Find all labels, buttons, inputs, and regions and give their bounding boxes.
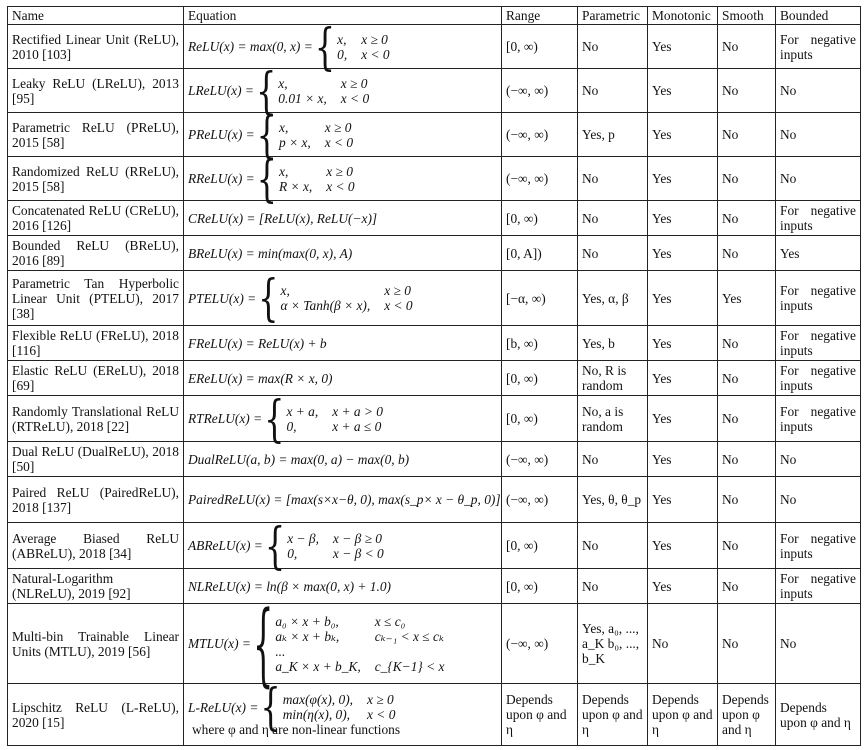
equation-lhs: L-ReLU(x) = [188,699,259,715]
cell-monotonic: Yes [648,69,718,113]
table-row [8,69,861,113]
cell-name: Dual ReLU (DualReLU), 2018 [50] [8,442,184,477]
case-brace: { [256,149,278,208]
equation [188,371,497,386]
cell-bounded: No [776,157,861,201]
case-brace: { [264,516,286,575]
cell-smooth: No [718,69,776,113]
cell-monotonic: No [648,604,718,684]
cell-parametric: Depends upon φ and η [578,684,648,746]
table-row [8,523,861,569]
case-expression: x − β, [287,530,319,546]
cell-equation [184,590,502,697]
table-row [8,113,861,157]
case-expression: x, [337,31,347,47]
equation [188,336,497,351]
header-range: Range [502,7,578,25]
header-row [8,7,861,25]
cell-monotonic: Yes [648,442,718,477]
case-expression: x, [279,119,289,135]
cases [279,120,353,150]
case-expression: aₖ × x + bₖ, [275,628,340,644]
cell-equation [184,61,502,120]
case-condition: cₖ₋₁ < x ≤ cₖ [374,628,444,644]
cell-parametric: No [578,157,648,201]
equation-lhs: NLReLU(x) = ln(β × max(0, x) + 1.0) [188,578,391,594]
cell-smooth: No [718,201,776,236]
cell-name: Paired ReLU (PairedReLU), 2018 [137] [8,477,184,523]
cell-bounded: No [776,69,861,113]
cell-equation [184,149,502,208]
cell-range: (−∞, ∞) [502,157,578,201]
case-expression: 0.01 × x, [278,90,327,106]
case-brace: { [252,590,274,697]
cell-smooth: No [718,326,776,361]
cell-bounded: No [776,113,861,157]
cell-smooth: No [718,361,776,396]
cell-bounded: For negative inputs [776,326,861,361]
case-condition: x − β ≥ 0 [332,530,383,546]
table-row [8,442,861,477]
cell-bounded: For negative inputs [776,361,861,396]
cell-range: [−α, ∞) [502,271,578,326]
cell-equation [184,236,502,271]
cell-bounded: No [776,442,861,477]
cell-monotonic: Yes [648,236,718,271]
equation [188,105,497,164]
case-brace: { [314,17,336,76]
cell-smooth: No [718,569,776,604]
cell-range: (−∞, ∞) [502,442,578,477]
cell-smooth: No [718,442,776,477]
cell-equation [184,201,502,236]
case-expression: 0, [287,545,298,561]
table-row [8,25,861,69]
equation [188,590,497,697]
cell-name: Lipschitz ReLU (L-ReLU), 2020 [15] [8,684,184,746]
equation [188,17,497,76]
cell-bounded: For negative inputs [776,25,861,69]
case-condition: c_{K−1} < x [374,658,445,674]
cell-equation [184,105,502,164]
cases [337,32,389,62]
case-condition: x − β < 0 [332,545,384,561]
cell-name: Concatenated ReLU (CReLU), 2016 [126] [8,201,184,236]
cell-range: [b, ∞) [502,326,578,361]
case-condition: x ≤ c₀ [374,613,406,629]
cell-monotonic: Yes [648,113,718,157]
cell-parametric: No [578,25,648,69]
case-expression: 0, [286,418,297,434]
equation-lhs: PairedReLU(x) = [max(s×x−θ, 0), max(s_p× x − θ_p, 0)] [188,492,501,507]
case-condition: x < 0 [324,134,354,150]
equation [188,492,501,507]
case-expression: x, [279,163,289,179]
case-condition [375,644,445,659]
cell-name: Natural-Logarithm (NLReLU), 2019 [92] [8,569,184,604]
cell-range: (−∞, ∞) [502,604,578,684]
case-expression: x + a, [286,403,319,419]
case-expression: x, [278,75,288,91]
case-expression: a₀ × x + b₀, [275,613,339,629]
cell-bounded: For negative inputs [776,396,861,442]
cell-monotonic: Yes [648,25,718,69]
equation [188,211,497,226]
cell-monotonic: Yes [648,201,718,236]
cell-monotonic: Yes [648,477,718,523]
cell-name: Randomly Translational ReLU (RTReLU), 2018 [22] [8,396,184,442]
cell-bounded: Depends upon φ and η [776,684,861,746]
cell-smooth: No [718,113,776,157]
table-row [8,396,861,442]
cell-name: Elastic ReLU (EReLU), 2018 [69] [8,361,184,396]
equation [188,389,497,448]
equation [188,61,497,120]
cell-equation [184,569,502,604]
equation [188,516,497,575]
cell-range: [0, A]) [502,236,578,271]
cell-bounded: For negative inputs [776,569,861,604]
cell-parametric: Yes, θ, θ_p [578,477,648,523]
case-expression: x, [280,283,290,298]
cell-parametric: No [578,201,648,236]
case-condition: x ≥ 0 [326,163,353,179]
cell-monotonic: Depends upon φ and η [648,684,718,746]
cases [279,164,355,194]
cell-range: (−∞, ∞) [502,477,578,523]
cell-parametric: No [578,69,648,113]
equation-lhs: RReLU(x) = [188,171,255,186]
equation [188,268,497,328]
equation-lhs: DualReLU(a, b) = max(0, a) − max(0, b) [188,451,410,467]
cell-parametric: No, a is random [578,396,648,442]
cell-name: Flexible ReLU (FReLU), 2018 [116] [8,326,184,361]
cell-range: [0, ∞) [502,25,578,69]
cell-range: (−∞, ∞) [502,69,578,113]
cell-range: [0, ∞) [502,361,578,396]
cases [278,76,369,106]
cases [283,692,396,722]
case-expression: max(φ(x), 0), [282,692,354,707]
case-brace: { [260,677,281,737]
cell-range: [0, ∞) [502,201,578,236]
cell-monotonic: Yes [648,157,718,201]
cell-monotonic: Yes [648,326,718,361]
cell-monotonic: Yes [648,396,718,442]
table-row [8,201,861,236]
cell-smooth: Depends upon φ and η [718,684,776,746]
cell-bounded: For negative inputs [776,201,861,236]
cell-equation [184,268,502,328]
table-row [8,326,861,361]
equation-lhs: ReLU(x) = max(0, x) = [188,39,313,54]
cell-smooth: No [718,396,776,442]
equation [188,579,497,594]
case-condition: x < 0 [340,90,370,106]
case-brace: { [258,268,279,328]
activation-functions-table [7,6,861,746]
case-condition: x ≥ 0 [361,31,388,47]
equation-lhs: FReLU(x) = ReLU(x) + b [188,335,327,351]
table-row [8,236,861,271]
cell-range: (−∞, ∞) [502,113,578,157]
cell-equation [184,516,502,575]
cell-smooth: No [718,25,776,69]
case-expression: ... [275,643,286,659]
table-row [8,684,861,746]
cell-equation [184,361,502,396]
cell-parametric: No [578,236,648,271]
case-condition: x < 0 [361,46,390,62]
cell-parametric: No, R is random [578,361,648,396]
cell-name: Rectified Linear Unit (ReLU), 2010 [103] [8,25,184,69]
cell-parametric: No [578,442,648,477]
case-condition: x ≥ 0 [384,283,411,298]
table-row [8,604,861,684]
cases [286,404,383,434]
case-condition: x < 0 [367,707,396,722]
header-parametric: Parametric [578,7,648,25]
case-expression: R × x, [279,178,313,194]
cell-name: Leaky ReLU (LReLU), 2013 [95] [8,69,184,113]
case-expression: α × Tanh(β × x), [280,298,371,313]
case-expression: p × x, [279,134,311,150]
cell-name: Multi-bin Trainable Linear Units (MTLU), 2019 [56] [8,604,184,684]
table-row [8,361,861,396]
cell-bounded: For negative inputs [776,523,861,569]
header-name: Name [8,7,184,25]
equation [188,677,497,737]
cell-equation [184,477,502,523]
equation [188,452,497,467]
cell-smooth: No [718,477,776,523]
cell-range: Depends upon φ and η [502,684,578,746]
case-condition: x ≥ 0 [367,692,394,707]
equation [188,246,497,261]
cell-name: Parametric Tan Hyperbolic Linear Unit (PTELU), 2017 [38] [8,271,184,326]
case-condition: x ≥ 0 [324,119,352,135]
cell-parametric: Yes, p [578,113,648,157]
cell-parametric: No [578,569,648,604]
cell-equation [184,17,502,76]
cell-monotonic: Yes [648,523,718,569]
cell-parametric: Yes, b [578,326,648,361]
cell-equation [184,442,502,477]
cell-smooth: Yes [718,271,776,326]
cell-smooth: No [718,523,776,569]
case-condition: x + a ≤ 0 [332,418,382,434]
cell-monotonic: Yes [648,569,718,604]
header-equation: Equation [184,7,502,25]
cell-range: [0, ∞) [502,569,578,604]
case-expression: 0, [337,46,348,62]
cell-parametric: No [578,523,648,569]
equation-lhs: CReLU(x) = [ReLU(x), ReLU(−x)] [188,210,378,226]
cell-name: Parametric ReLU (PReLU), 2015 [58] [8,113,184,157]
cell-monotonic: Yes [648,361,718,396]
cell-smooth: No [718,604,776,684]
cell-bounded: For negative inputs [776,271,861,326]
equation-lhs: MTLU(x) = [188,636,251,651]
cases [287,531,383,561]
case-expression: a_K × x + b_K, [275,658,361,674]
equation-lhs: ABReLU(x) = [188,538,263,553]
case-condition: x < 0 [384,298,413,313]
case-brace: { [255,61,277,120]
cell-equation [184,389,502,448]
equation [188,149,497,208]
cell-parametric: Yes, a₀, ..., a_K b₀, ..., b_K [578,604,648,684]
cell-equation [184,326,502,361]
cell-smooth: No [718,157,776,201]
equation-lhs: BReLU(x) = min(max(0, x), A) [188,245,353,261]
cell-name: Average Biased ReLU (ABReLU), 2018 [34] [8,523,184,569]
cell-range: [0, ∞) [502,523,578,569]
header-smooth: Smooth [718,7,776,25]
table-row [8,477,861,523]
cell-bounded: No [776,604,861,684]
cell-bounded: No [776,477,861,523]
equation-lhs: PTELU(x) = [188,290,257,306]
header-monotonic: Monotonic [648,7,718,25]
equation-lhs: EReLU(x) = max(R × x, 0) [188,370,333,386]
cell-range: [0, ∞) [502,396,578,442]
cell-equation [184,677,502,746]
cell-monotonic: Yes [648,271,718,326]
cases [281,283,413,313]
equation-note: where φ and η are non-linear functions [192,722,401,737]
table-row [8,271,861,326]
case-brace: { [264,389,285,448]
cell-bounded: Yes [776,236,861,271]
case-expression: min(η(x), 0), [282,707,351,722]
cell-name: Randomized ReLU (RReLU), 2015 [58] [8,157,184,201]
cell-name: Bounded ReLU (BReLU), 2016 [89] [8,236,184,271]
cell-parametric: Yes, α, β [578,271,648,326]
case-brace: { [256,105,278,164]
case-condition: x < 0 [326,178,355,194]
equation-lhs: PReLU(x) = [188,127,255,142]
case-condition: x ≥ 0 [340,75,368,91]
case-condition: x + a > 0 [332,403,383,419]
cell-smooth: No [718,236,776,271]
table-row [8,569,861,604]
table-row [8,157,861,201]
header-bounded: Bounded [776,7,861,25]
cases [275,614,444,674]
equation-lhs: RTReLU(x) = [188,411,263,426]
equation-lhs: LReLU(x) = [188,83,254,98]
